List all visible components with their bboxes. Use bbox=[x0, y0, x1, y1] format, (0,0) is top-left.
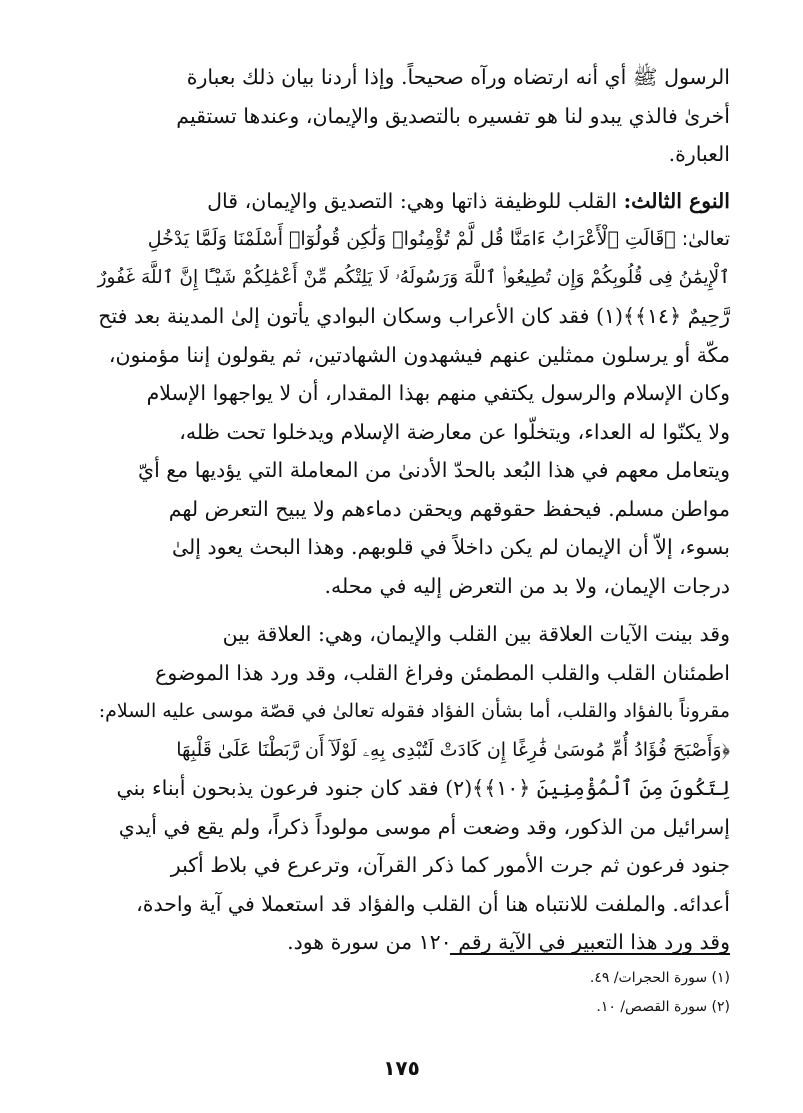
text-line: الرسول ﷺ أي أنه ارتضاه ورآه صحيحاً. وإذا أردنا بيان ذلك بعبارة bbox=[186, 65, 730, 89]
text-line: درجات الإيمان، ولا بد من التعرض إليه في محله. bbox=[324, 573, 730, 598]
footnote-separator bbox=[450, 953, 730, 955]
text-line: ولا يكنّوا له العداء، ويتخلّوا عن معارضة الإسلام ويدخلوا تحت ظله، bbox=[179, 419, 730, 444]
paragraph-2 bbox=[88, 182, 730, 606]
section-heading: النوع الثالث: bbox=[623, 188, 730, 213]
page-number: ١٧٥ bbox=[383, 1056, 420, 1080]
text-line: وقد ورد هذا التعبير في الآية رقم ١٢٠ من سورة هود. bbox=[287, 930, 730, 954]
paragraph-1 bbox=[88, 58, 730, 174]
quran-verse-line: تعالىٰ: ﴿قَالَتِ ٱلْأَعْرَابُ ءَامَنَّا قُل لَّمْ تُؤْمِنُوا۟ وَلَٰكِن قُولُوٓا۟ أَسْلَمْنَا وَلَمَّا يَدْخُلِ bbox=[147, 228, 730, 250]
text-line: مقروناً بالفؤاد والقلب، أما بشأن الفؤاد فقوله تعالىٰ في قصّة موسى عليه السلام: bbox=[98, 700, 730, 722]
footnote-2: (٢) سورة القصص/ ١٠. bbox=[596, 999, 730, 1015]
text-line: وقد بينت الآيات العلاقة بين القلب والإيمان، وهي: العلاقة بين bbox=[222, 622, 730, 646]
text-line: العبارة. bbox=[668, 142, 730, 166]
text-line: أخرىٰ فالذي يبدو لنا هو تفسيره بالتصديق والإيمان، وعندها تستقيم bbox=[176, 103, 730, 128]
text-line: أعدائه. والملفت للانتباه هنا أن القلب والفؤاد قد استعملا في آية واحدة، bbox=[136, 891, 730, 916]
text-line: ويتعامل معهم في هذا البُعد بالحدّ الأدنىٰ من المعاملة التي يؤديها مع أيّ bbox=[138, 458, 730, 482]
text-line-rest: القلب للوظيفة ذاتها وهي: التصديق والإيمان، قال bbox=[207, 188, 624, 213]
footnote-1: (١) سورة الحجرات/ ٤٩. bbox=[589, 970, 730, 986]
text-line: جنود فرعون ثم جرت الأمور كما ذكر القرآن، وترعرع في بلاط أكبر bbox=[170, 853, 730, 877]
text-line: رَّحِيمٌ ﴿١٤﴾﴾(١) فقد كان الأعراب وسكان البوادي يأتون إلىٰ المدينة بعد فتح bbox=[98, 304, 730, 328]
text-line: لِتَكُونَ مِنَ ٱلْمُؤْمِنِينَ ﴿١٠﴾﴾(٢) فقد كان جنود فرعون يذبحون أبناء بني bbox=[116, 776, 730, 800]
text-line: اطمئنان القلب والقلب المطمئن وفراغ القلب، وقد ورد هذا الموضوع bbox=[155, 660, 730, 685]
quran-verse-line: ٱلْإِيمَٰنُ فِى قُلُوبِكُمْ وَإِن تُطِيعُوا۟ ٱللَّهَ وَرَسُولَهُۥ لَا يَلِتْكُم مِّنْ أَعْمَٰلِكُمْ شَيْـًٔا إِنَّ ٱللَّهَ غَفُورٌ bbox=[97, 266, 730, 288]
quran-verse-line: ﴿وَأَصْبَحَ فُؤَادُ أُمِّ مُوسَىٰ فَٰرِغًا إِن كَادَتْ لَتُبْدِى بِهِۦ لَوْلَآ أَن رَّبَطْنَا عَلَىٰ قَلْبِهَا bbox=[176, 738, 730, 761]
text-line: مكّة أو يرسلون ممثلين عنهم فيشهدون الشهادتين، ثم يقولون إننا مؤمنون، bbox=[108, 342, 730, 367]
text-line bbox=[88, 182, 730, 221]
paragraph-3 bbox=[88, 615, 730, 962]
page-body bbox=[88, 58, 730, 962]
text-line: وكان الإسلام والرسول يكتفي منهم بهذا المقدار، أن لا يواجهوا الإسلام bbox=[146, 381, 730, 405]
footnotes bbox=[330, 966, 730, 1024]
text-line: إسرائيل من الذكور، وقد وضعت أم موسى مولوداً ذكراً، ولم يقع في أيدي bbox=[118, 814, 730, 839]
text-line: مواطن مسلم. فيحفظ حقوقهم ويحقن دماءهم ولا يبيح التعرض لهم bbox=[168, 496, 730, 521]
text-line: بسوء، إلاّ أن الإيمان لم يكن داخلاً في قلوبهم. وهذا البحث يعود إلىٰ bbox=[171, 535, 730, 559]
